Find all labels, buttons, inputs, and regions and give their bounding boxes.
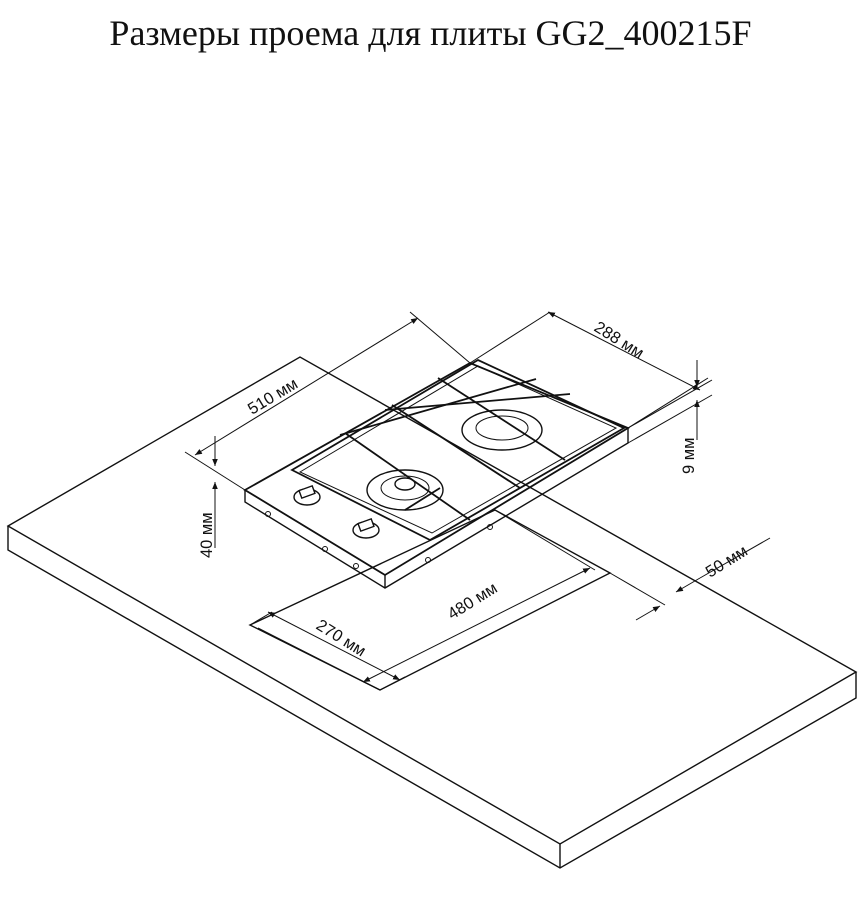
dim-label-9: 9 мм xyxy=(680,437,698,474)
dimension-cutout-length xyxy=(360,510,595,690)
page-title: Размеры проема для плиты GG2_400215F xyxy=(109,13,752,53)
dim-label-288: 288 мм xyxy=(590,318,647,363)
screw-icon xyxy=(354,564,359,569)
control-knobs xyxy=(294,486,379,538)
dimension-hob-thickness xyxy=(628,360,712,474)
dim-label-480: 480 мм xyxy=(444,579,501,624)
dimension-hob-length xyxy=(185,312,470,490)
dim-label-40: 40 мм xyxy=(198,512,216,558)
dim-label-510: 510 мм xyxy=(244,374,302,419)
dimension-cutout-depth xyxy=(198,436,216,558)
dimension-rear-offset xyxy=(610,538,770,620)
dim-label-270: 270 мм xyxy=(312,616,369,661)
cutout-opening xyxy=(250,510,610,690)
dim-label-50: 50 мм xyxy=(702,541,751,582)
countertop xyxy=(8,357,856,868)
